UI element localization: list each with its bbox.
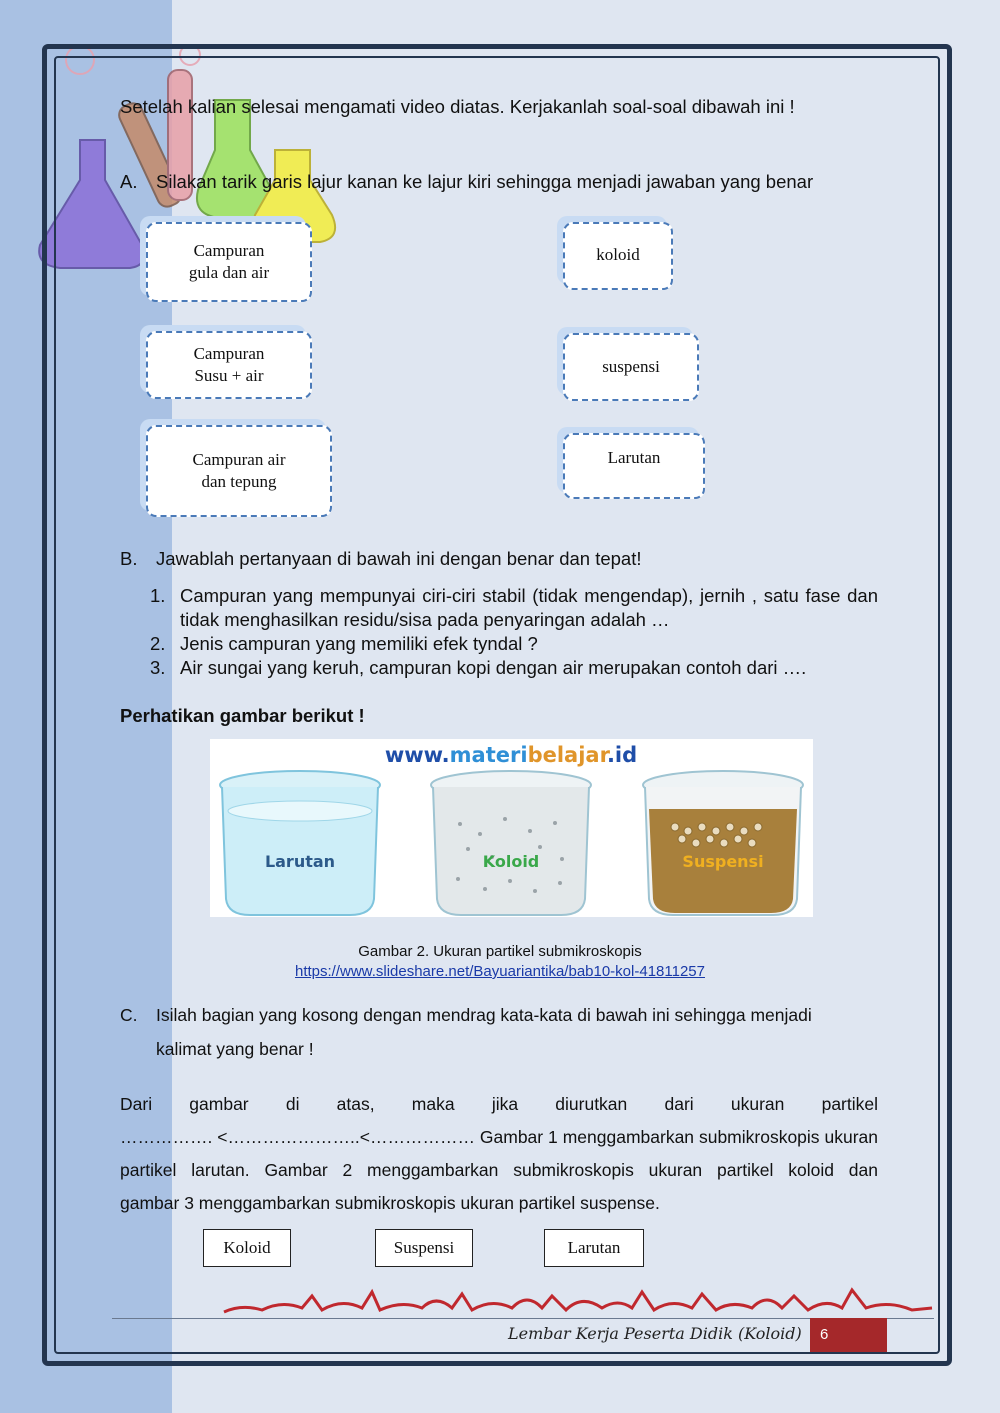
card-line: gula dan air bbox=[188, 263, 270, 282]
match-left-card-3[interactable] bbox=[146, 425, 332, 517]
site-part: .id bbox=[606, 743, 638, 767]
figure-heading: Perhatikan gambar berikut ! bbox=[120, 705, 365, 726]
svg-text:www.materibelajar.id bbox=[385, 743, 637, 767]
drag-word-label: Koloid bbox=[223, 1238, 271, 1257]
question-text: Jenis campuran yang memiliki efek tyndal ? bbox=[180, 633, 538, 654]
site-part: materi bbox=[449, 743, 528, 767]
figure-caption: Gambar 2. Ukuran partikel submikroskopis bbox=[358, 943, 642, 960]
beaker-larutan bbox=[220, 771, 380, 915]
beaker-label: Koloid bbox=[482, 852, 540, 871]
match-right-card-koloid[interactable] bbox=[563, 222, 673, 290]
match-left-card-2[interactable] bbox=[146, 331, 312, 399]
question-number: 2. bbox=[150, 633, 166, 654]
match-left-card-1[interactable] bbox=[146, 222, 312, 302]
question-number: 1. bbox=[150, 585, 166, 606]
beaker-suspensi bbox=[643, 771, 803, 915]
beaker-label: Suspensi bbox=[682, 852, 764, 871]
source-link[interactable]: https://www.slideshare.net/Bayuariantika/bab10-kol-41811257 bbox=[295, 963, 705, 980]
card-label: koloid bbox=[596, 245, 640, 264]
card-line: Campuran bbox=[193, 241, 265, 260]
beaker-label: Larutan bbox=[264, 852, 336, 871]
footer-title: Lembar Kerja Peserta Didik (Koloid) bbox=[508, 1324, 802, 1343]
section-b-instruction: Jawablah pertanyaan di bawah ini dengan benar dan tepat! bbox=[156, 548, 642, 569]
fill-paragraph-line: gambar 3 menggambarkan submikroskopis ukuran partikel suspense. bbox=[120, 1193, 660, 1213]
card-line: Campuran air bbox=[192, 450, 286, 469]
section-a-letter: A. bbox=[120, 171, 138, 192]
question-list bbox=[150, 584, 878, 680]
fill-paragraph-line: ……………. <…………………..<……………… Gambar 1 menggambarkan submikroskopis ukuran bbox=[120, 1127, 878, 1147]
drag-word-label: Suspensi bbox=[393, 1238, 455, 1257]
fill-paragraph-line: partikel larutan. Gambar 2 menggambarkan submikroskopis ukuran partikel koloid dan bbox=[120, 1160, 878, 1180]
card-line: dan tepung bbox=[201, 472, 277, 491]
beakers-figure bbox=[210, 739, 813, 917]
fill-paragraph-line: Dari gambar di atas, maka jika diurutkan dari ukuran partikel bbox=[120, 1094, 878, 1114]
intro-text: Setelah kalian selesai mengamati video diatas. Kerjakanlah soal-soal dibawah ini ! bbox=[120, 96, 795, 117]
question-text: Campuran yang mempunyai ciri-ciri stabil (tidak mengendap), jernih , satu fase dan tidak menghasilkan residu/sisa pada penyaringan adalah … bbox=[180, 585, 878, 630]
drag-word-larutan[interactable] bbox=[544, 1229, 644, 1267]
match-right-card-larutan[interactable] bbox=[563, 433, 705, 499]
match-right-card-suspensi[interactable] bbox=[563, 333, 699, 401]
beakers-illustration bbox=[210, 739, 813, 917]
beaker-koloid bbox=[431, 771, 591, 915]
section-c-letter: C. bbox=[120, 1005, 138, 1025]
card-label: Larutan bbox=[607, 448, 661, 467]
question-item bbox=[150, 632, 878, 656]
section-a-instruction: Silakan tarik garis lajur kanan ke lajur kiri sehingga menjadi jawaban yang benar bbox=[156, 171, 814, 192]
question-item bbox=[150, 584, 878, 632]
card-line: Susu + air bbox=[194, 366, 264, 385]
drag-word-label: Larutan bbox=[567, 1238, 621, 1257]
question-item bbox=[150, 656, 878, 680]
card-label: suspensi bbox=[602, 357, 660, 376]
site-part: belajar bbox=[527, 743, 607, 767]
drag-word-suspensi[interactable] bbox=[375, 1229, 473, 1267]
question-number: 3. bbox=[150, 657, 166, 678]
site-part: www. bbox=[384, 743, 450, 767]
section-c-instruction-line1: Isilah bagian yang kosong dengan mendrag kata-kata di bawah ini sehingga menjadi bbox=[156, 1005, 812, 1025]
card-line: Campuran bbox=[193, 344, 265, 363]
section-b-letter: B. bbox=[120, 548, 138, 569]
page-number-badge: 6 bbox=[810, 1318, 887, 1352]
section-c-instruction-line2: kalimat yang benar ! bbox=[156, 1039, 314, 1059]
question-text: Air sungai yang keruh, campuran kopi dengan air merupakan contoh dari …. bbox=[180, 657, 807, 678]
decorative-scribble bbox=[222, 1286, 934, 1318]
drag-word-koloid[interactable] bbox=[203, 1229, 291, 1267]
